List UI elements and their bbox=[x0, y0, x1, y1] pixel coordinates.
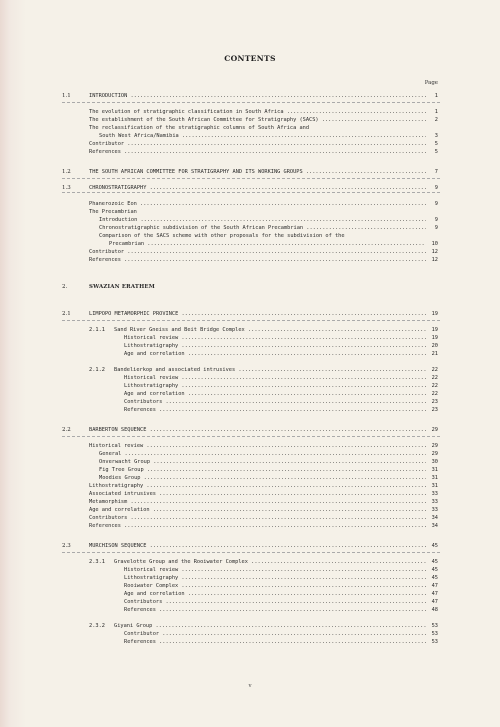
toc-entry bbox=[0, 248, 500, 256]
toc-entry bbox=[0, 240, 500, 248]
entry-title: Fig Tree Group ..... bbox=[99, 466, 438, 474]
page-number: 10 bbox=[426, 240, 438, 248]
page-number: 33 bbox=[426, 498, 438, 506]
entry-title: Precambrian ..... bbox=[109, 240, 438, 248]
page-number: 31 bbox=[426, 474, 438, 482]
toc-entry bbox=[0, 208, 500, 216]
section-number: 1.2 bbox=[62, 169, 71, 175]
entry-title: Onverwacht Group ..... bbox=[99, 458, 438, 466]
subsection-number: 2.3.2 bbox=[89, 623, 105, 629]
toc-entry bbox=[0, 342, 500, 350]
entry-title: Comparison of the SACS scheme with other proposals for the subdivision of the bbox=[99, 233, 345, 239]
toc-entry bbox=[0, 506, 500, 514]
entry-title: LIMPOPO METAMORPHIC PROVINCE ..... bbox=[89, 310, 438, 318]
entry-title: THE SOUTH AFRICAN COMMITTEE FOR STRATIGRAPHY AND ITS WORKING GROUPS ..... bbox=[89, 168, 438, 176]
entry-title: References ..... bbox=[89, 522, 438, 530]
page-number: 20 bbox=[426, 342, 438, 350]
section-number: 2.1 bbox=[62, 311, 71, 317]
entry-title: Metamorphism ..... bbox=[89, 498, 438, 506]
entry-title: The Precambrian bbox=[89, 209, 137, 215]
entry-title: Giyani Group ..... bbox=[114, 622, 438, 630]
page-number: 45 bbox=[426, 566, 438, 574]
entry-title: Contributor ..... bbox=[89, 248, 438, 256]
page-number: 33 bbox=[426, 490, 438, 498]
entry-title: The reclassification of the stratigraphic columns of South Africa and bbox=[89, 125, 310, 131]
entry-title: Lithostratigraphy ..... bbox=[124, 574, 438, 582]
toc-entry bbox=[0, 458, 500, 466]
entry-title: Phanerozoic Eon ..... bbox=[89, 200, 438, 208]
page-number: 45 bbox=[426, 558, 438, 566]
page-number: 22 bbox=[426, 374, 438, 382]
toc-entry bbox=[0, 406, 500, 414]
divider bbox=[62, 436, 440, 437]
entry-title: Historical review ..... bbox=[124, 334, 438, 342]
page-number: 5 bbox=[426, 140, 438, 148]
toc-entry bbox=[0, 590, 500, 598]
toc-entry bbox=[0, 326, 500, 334]
page-number: 33 bbox=[426, 506, 438, 514]
page-number: 3 bbox=[426, 132, 438, 140]
entry-title: CHRONOSTRATIGRAPHY ..... bbox=[89, 184, 438, 192]
page-number: 53 bbox=[426, 638, 438, 646]
page-number: 23 bbox=[426, 398, 438, 406]
page-number: 22 bbox=[426, 366, 438, 374]
erathem-heading: SWAZIAN ERATHEM bbox=[89, 284, 155, 290]
toc-entry bbox=[0, 638, 500, 646]
toc-entry bbox=[0, 482, 500, 490]
entry-title: INTRODUCTION ..... bbox=[89, 92, 438, 100]
entry-title: References ..... bbox=[124, 406, 438, 414]
entry-title: Lithostratigraphy ..... bbox=[89, 482, 438, 490]
toc-entry bbox=[0, 574, 500, 582]
section-number: 1.3 bbox=[62, 185, 71, 191]
toc-entry bbox=[0, 426, 500, 434]
page-number: 23 bbox=[426, 406, 438, 414]
toc-entry bbox=[0, 474, 500, 482]
divider bbox=[62, 552, 440, 553]
subsection-number: 2.1.1 bbox=[89, 327, 105, 333]
entry-title: Age and correlation ..... bbox=[89, 506, 438, 514]
toc-entry bbox=[0, 224, 500, 232]
entry-title: South West Africa/Namibia ..... bbox=[99, 132, 438, 140]
entry-title: Contributor ..... bbox=[124, 630, 438, 638]
page-number: 12 bbox=[426, 248, 438, 256]
toc-entry bbox=[0, 606, 500, 614]
page-number: 29 bbox=[426, 450, 438, 458]
subsection-number: 2.3.1 bbox=[89, 559, 105, 565]
page-column-header: Page bbox=[424, 80, 438, 86]
toc-entry bbox=[0, 514, 500, 522]
page-number: 31 bbox=[426, 482, 438, 490]
entry-title: Contributors ..... bbox=[124, 598, 438, 606]
page-number: 19 bbox=[426, 310, 438, 318]
page-number: 53 bbox=[426, 630, 438, 638]
page-number: 31 bbox=[426, 466, 438, 474]
page-number: 9 bbox=[426, 184, 438, 192]
entry-title: Bandelierkop and associated intrusives ..... bbox=[114, 366, 438, 374]
section-number: 2. bbox=[62, 284, 68, 290]
entry-title: References ..... bbox=[124, 638, 438, 646]
page-number: 1 bbox=[426, 108, 438, 116]
page-number: 19 bbox=[426, 326, 438, 334]
page-number: 47 bbox=[426, 590, 438, 598]
section-number: 2.2 bbox=[62, 427, 71, 433]
toc-entry bbox=[0, 490, 500, 498]
toc-entry bbox=[0, 366, 500, 374]
toc-entry bbox=[0, 310, 500, 318]
entry-title: References ..... bbox=[89, 256, 438, 264]
page-number: 9 bbox=[426, 216, 438, 224]
entry-title: Historical review ..... bbox=[124, 374, 438, 382]
page-number: 45 bbox=[426, 542, 438, 550]
toc-entry bbox=[0, 132, 500, 140]
toc-entry bbox=[0, 598, 500, 606]
toc-entry bbox=[0, 390, 500, 398]
subsection-number: 2.1.2 bbox=[89, 367, 105, 373]
toc-entry bbox=[0, 374, 500, 382]
toc-entry bbox=[0, 382, 500, 390]
section-number: 2.3 bbox=[62, 543, 71, 549]
entry-title: MURCHISON SEQUENCE ..... bbox=[89, 542, 438, 550]
toc-entry bbox=[0, 216, 500, 224]
entry-title: Contributors ..... bbox=[124, 398, 438, 406]
entry-title: Rooiwater Complex ..... bbox=[124, 582, 438, 590]
toc-entry bbox=[0, 622, 500, 630]
toc-entry bbox=[0, 334, 500, 342]
toc-entry bbox=[0, 582, 500, 590]
entry-title: Age and correlation ..... bbox=[124, 350, 438, 358]
page-number: 19 bbox=[426, 334, 438, 342]
entry-title: Lithostratigraphy ..... bbox=[124, 342, 438, 350]
entry-title: References ..... bbox=[124, 606, 438, 614]
page-number: 21 bbox=[426, 350, 438, 358]
toc-entry bbox=[0, 442, 500, 450]
toc-entry bbox=[0, 92, 500, 100]
toc-entry bbox=[0, 522, 500, 530]
page-number: 22 bbox=[426, 382, 438, 390]
page-number: 5 bbox=[426, 148, 438, 156]
divider bbox=[62, 320, 440, 321]
page-number: 53 bbox=[426, 622, 438, 630]
toc-entry bbox=[0, 148, 500, 156]
toc-entry bbox=[0, 124, 500, 132]
toc-entry bbox=[0, 200, 500, 208]
entry-title: References ..... bbox=[89, 148, 438, 156]
page-number: 47 bbox=[426, 582, 438, 590]
divider bbox=[62, 102, 440, 103]
page-title: CONTENTS bbox=[224, 54, 276, 63]
page-number: 29 bbox=[426, 442, 438, 450]
toc-entry bbox=[0, 232, 500, 240]
toc-entry bbox=[0, 350, 500, 358]
toc-entry bbox=[0, 140, 500, 148]
toc-entry bbox=[0, 450, 500, 458]
divider bbox=[62, 192, 440, 193]
entry-title: General ..... bbox=[99, 450, 438, 458]
entry-title: Age and correlation ..... bbox=[124, 590, 438, 598]
toc-entry bbox=[0, 283, 500, 291]
page-number: 22 bbox=[426, 390, 438, 398]
page-number: 45 bbox=[426, 574, 438, 582]
entry-title: The establishment of the South African Committee for Stratigraphy (SACS) ..... bbox=[89, 116, 438, 124]
toc-entry bbox=[0, 108, 500, 116]
page-number: 7 bbox=[426, 168, 438, 176]
page-number: 29 bbox=[426, 426, 438, 434]
toc-entry bbox=[0, 542, 500, 550]
page-number: 34 bbox=[426, 514, 438, 522]
page-number: 12 bbox=[426, 256, 438, 264]
toc-entry bbox=[0, 630, 500, 638]
toc-entry bbox=[0, 398, 500, 406]
entry-title: Contributor ..... bbox=[89, 140, 438, 148]
toc-entry bbox=[0, 116, 500, 124]
page-number: 34 bbox=[426, 522, 438, 530]
page-number: 47 bbox=[426, 598, 438, 606]
entry-title: BARBERTON SEQUENCE ..... bbox=[89, 426, 438, 434]
page-number: 2 bbox=[426, 116, 438, 124]
toc-entry bbox=[0, 466, 500, 474]
entry-title: Contributors ..... bbox=[89, 514, 438, 522]
toc-entry bbox=[0, 168, 500, 176]
page-number: 30 bbox=[426, 458, 438, 466]
toc-entry bbox=[0, 184, 500, 192]
entry-title: Gravelotte Group and the Rooiwater Complex ..... bbox=[114, 558, 438, 566]
toc-entry bbox=[0, 498, 500, 506]
page-number: 1 bbox=[426, 92, 438, 100]
entry-title: Introduction ..... bbox=[99, 216, 438, 224]
entry-title: Moodies Group ..... bbox=[99, 474, 438, 482]
toc-entry bbox=[0, 256, 500, 264]
entry-title: Sand River Gneiss and Beit Bridge Complex ..... bbox=[114, 326, 438, 334]
toc-entry bbox=[0, 566, 500, 574]
entry-title: Chronostratigraphic subdivision of the South African Precambrian ..... bbox=[99, 224, 438, 232]
entry-title: Age and correlation ..... bbox=[124, 390, 438, 398]
entry-title: Historical review ..... bbox=[124, 566, 438, 574]
toc-entry bbox=[0, 558, 500, 566]
entry-title: Historical review ..... bbox=[89, 442, 438, 450]
divider bbox=[62, 178, 440, 179]
page-number-footer: v bbox=[248, 683, 252, 689]
entry-title: Lithostratigraphy ..... bbox=[124, 382, 438, 390]
page-number: 9 bbox=[426, 224, 438, 232]
page-number: 48 bbox=[426, 606, 438, 614]
section-number: 1.1 bbox=[62, 93, 71, 99]
entry-title: Associated intrusives ..... bbox=[89, 490, 438, 498]
entry-title: The evolution of stratigraphic classification in South Africa ..... bbox=[89, 108, 438, 116]
page-number: 9 bbox=[426, 200, 438, 208]
